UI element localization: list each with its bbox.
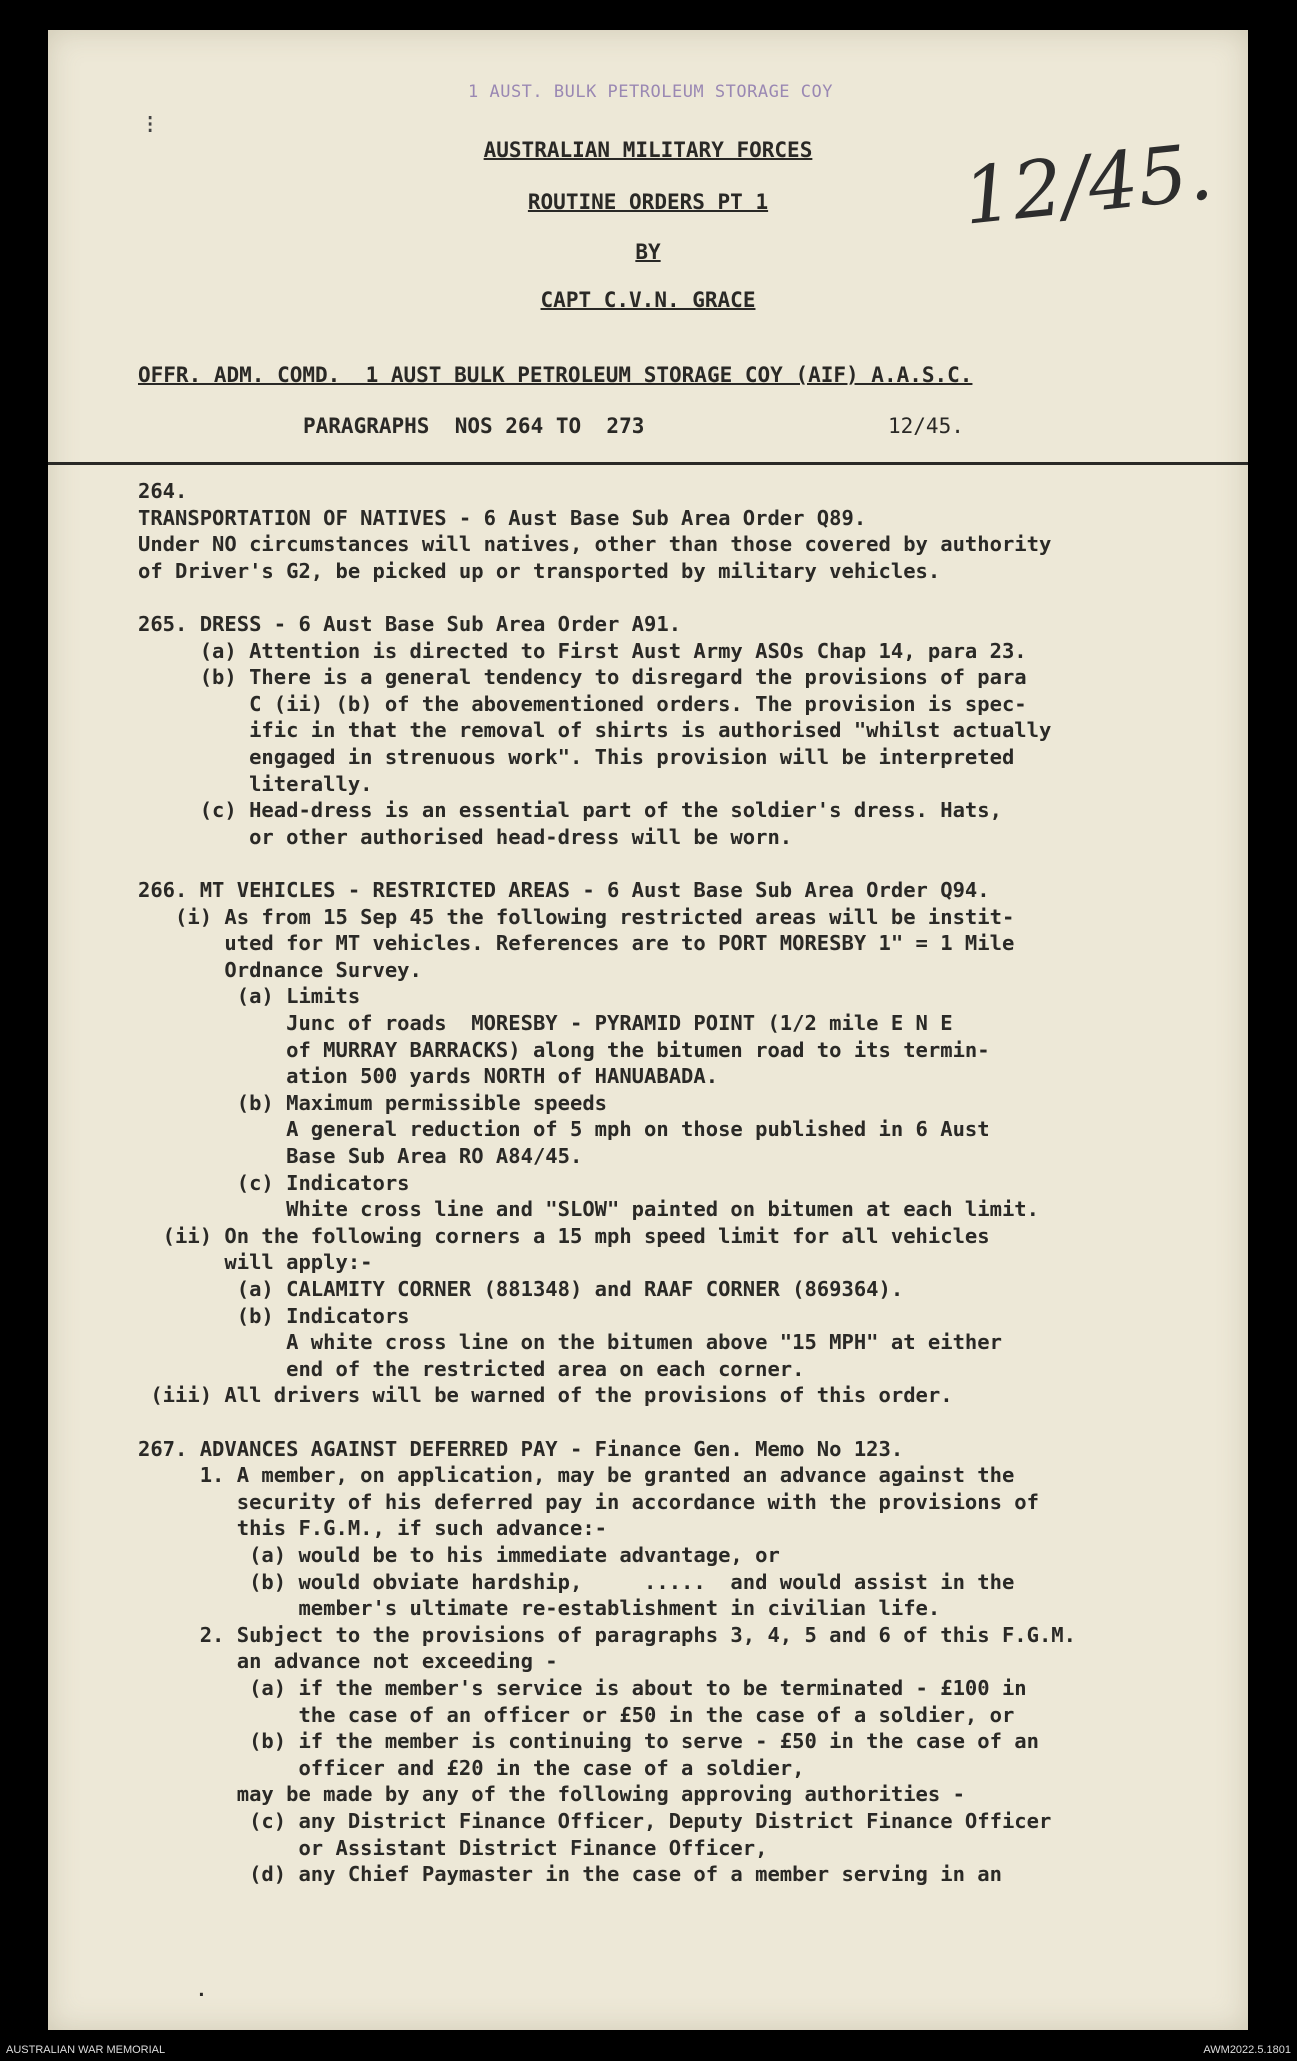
officer-name: CAPT C.V.N. GRACE [540, 288, 756, 312]
order-line: (d) any Chief Paymaster in the case of a member serving in an [138, 1862, 1002, 1887]
order-line: (a) Attention is directed to First Aust Army ASOs Chap 14, para 23. [138, 638, 1027, 663]
order-line: member's ultimate re-establishment in civilian life. [138, 1596, 941, 1621]
order-line: 267. ADVANCES AGAINST DEFERRED PAY - Finance Gen. Memo No 123. [138, 1436, 904, 1461]
order-line: (i) As from 15 Sep 45 the following restricted areas will be instit- [138, 904, 1015, 929]
page-mark: . [196, 1980, 207, 2001]
footer-reference: AWM2022.5.1801 [1203, 2044, 1291, 2056]
order-line: C (ii) (b) of the abovementioned orders. The provision is spec- [138, 691, 1027, 716]
paragraphs-label: PARAGRAPHS NOS 264 TO 273 [303, 414, 645, 438]
order-line: ific in that the removal of shirts is authorised "whilst actually [138, 718, 1052, 743]
divider-rule [48, 462, 1248, 465]
order-line: end of the restricted area on each corner. [138, 1356, 805, 1381]
order-line: (b) Maximum permissible speeds [138, 1090, 607, 1115]
order-line: White cross line and "SLOW" painted on bitumen at each limit. [138, 1197, 1039, 1222]
page-subtitle: ROUTINE ORDERS PT 1 [527, 190, 769, 214]
order-line: (a) if the member's service is about to be terminated - £100 in [138, 1676, 1027, 1700]
handwritten-order-number: 12/45. [958, 127, 1217, 243]
document-page [48, 30, 1248, 2030]
order-line: uted for MT vehicles. References are to PORT MORESBY 1" = 1 Mile [138, 931, 1015, 956]
order-line: (a) Limits [138, 984, 361, 1009]
order-line: (a) would be to his immediate advantage, or [138, 1543, 780, 1567]
order-line: literally. [138, 771, 373, 796]
order-line: Under NO circumstances will natives, other than those covered by authority [138, 532, 1052, 557]
order-line: (c) any District Finance Officer, Deputy District Finance Officer [138, 1809, 1052, 1833]
unit-heading: OFFR. ADM. COMD. 1 AUST BULK PETROLEUM STORAGE COY (AIF) A.A.S.C. [138, 363, 973, 387]
order-line: (b) Indicators [138, 1303, 410, 1328]
order-line: of Driver's G2, be picked up or transported by military vehicles. [138, 558, 941, 583]
order-line: ation 500 yards NORTH of HANUABADA. [138, 1064, 719, 1089]
order-line: security of his deferred pay in accordance with the provisions of [138, 1489, 1039, 1514]
order-line: Junc of roads MORESBY - PYRAMID POINT (1/2 mile E N E [138, 1011, 953, 1035]
order-number: 12/45. [888, 414, 964, 438]
page-title: AUSTRALIAN MILITARY FORCES [483, 138, 813, 162]
order-line: will apply:- [138, 1250, 373, 1275]
order-line: Base Sub Area RO A84/45. [138, 1144, 583, 1168]
order-line: or Assistant District Finance Officer, [138, 1835, 768, 1860]
order-line: (b) if the member is continuing to serve - £50 in the case of an [138, 1729, 1039, 1754]
order-line: (a) CALAMITY CORNER (881348) and RAAF CORNER (869364). [138, 1277, 904, 1301]
order-line: engaged in strenuous work". This provision will be interpreted [138, 745, 1015, 769]
order-line: officer and £20 in the case of a soldier, [138, 1755, 805, 1780]
order-line: of MURRAY BARRACKS) along the bitumen road to its termin- [138, 1037, 990, 1062]
order-line: Ordnance Survey. [138, 957, 422, 982]
order-line: this F.G.M., if such advance:- [138, 1516, 607, 1541]
order-line: (c) Indicators [138, 1170, 410, 1195]
order-line: the case of an officer or £50 in the case of a soldier, or [138, 1702, 1015, 1727]
by-line: BY [635, 240, 661, 264]
unit-stamp: 1 AUST. BULK PETROLEUM STORAGE COY [468, 82, 833, 102]
punch-mark: ⁝ [146, 110, 155, 140]
order-line: (ii) On the following corners a 15 mph speed limit for all vehicles [138, 1223, 990, 1248]
order-line: 1. A member, on application, may be granted an advance against the [138, 1463, 1015, 1488]
order-line: 264. [138, 479, 188, 503]
order-line: an advance not exceeding - [138, 1649, 558, 1674]
order-line: 2. Subject to the provisions of paragraphs 3, 4, 5 and 6 of this F.G.M. [138, 1622, 1076, 1647]
order-line: A white cross line on the bitumen above "15 MPH" at either [138, 1330, 1002, 1355]
order-line: (b) There is a general tendency to disregard the provisions of para [138, 665, 1027, 690]
order-line: A general reduction of 5 mph on those published in 6 Aust [138, 1117, 990, 1142]
order-line: 266. MT VEHICLES - RESTRICTED AREAS - 6 Aust Base Sub Area Order Q94. [138, 878, 990, 902]
order-line: (b) would obviate hardship, ..... and would assist in the [138, 1569, 1015, 1594]
order-line: (iii) All drivers will be warned of the provisions of this order. [138, 1383, 953, 1408]
order-line: (c) Head-dress is an essential part of the soldier's dress. Hats, [138, 798, 1002, 823]
order-line: or other authorised head-dress will be worn. [138, 824, 793, 849]
order-line: may be made by any of the following approving authorities - [138, 1782, 965, 1807]
order-line: TRANSPORTATION OF NATIVES - 6 Aust Base Sub Area Order Q89. [138, 505, 867, 530]
order-line: 265. DRESS - 6 Aust Base Sub Area Order A91. [138, 612, 682, 636]
footer-archive: AUSTRALIAN WAR MEMORIAL [6, 2044, 166, 2056]
